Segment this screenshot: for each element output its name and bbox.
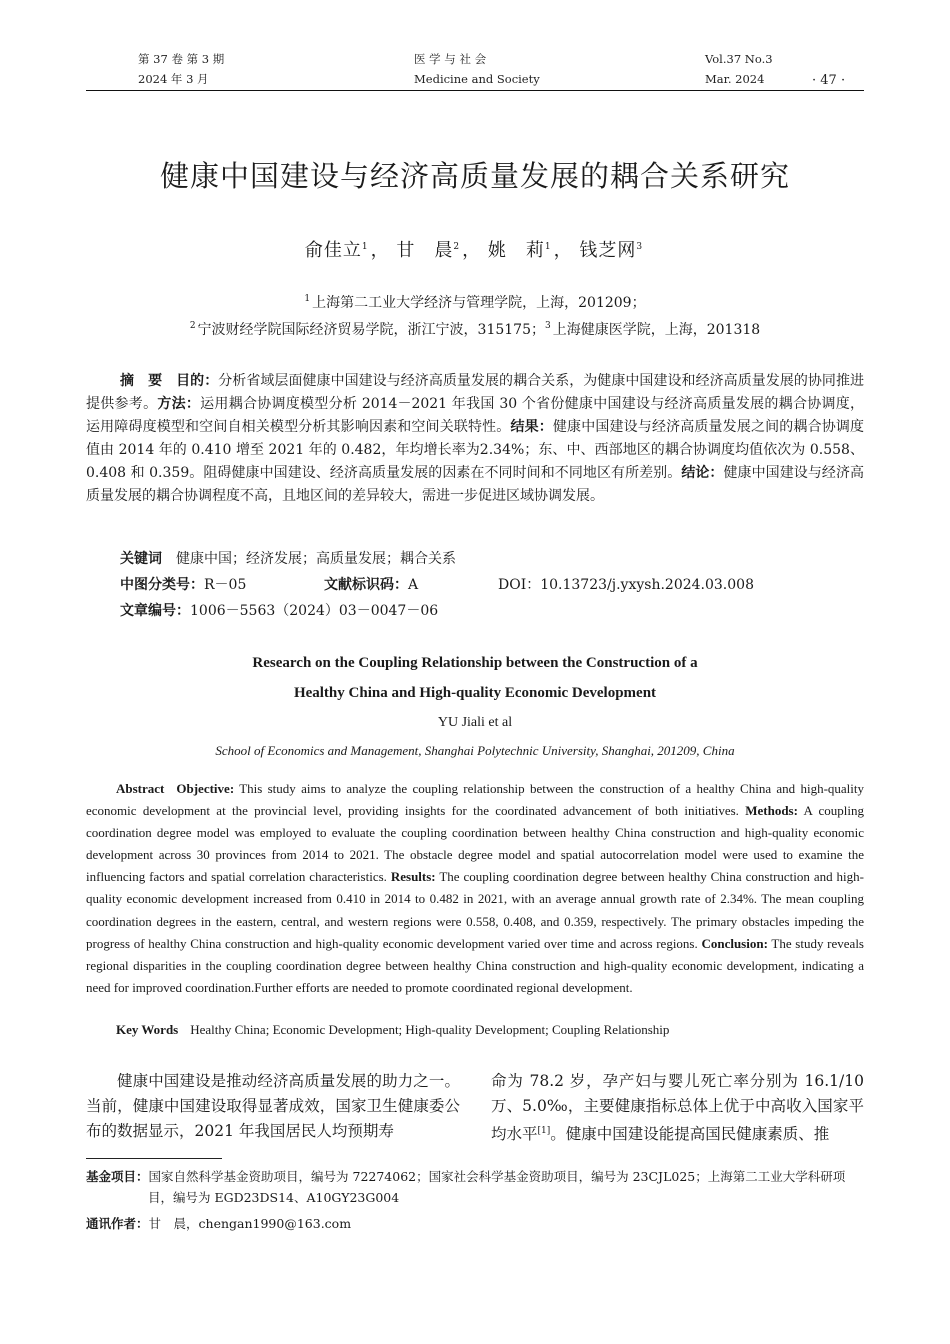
corresponding-author — [86, 1213, 864, 1234]
objective-text: 分析省域层面健康中国建设与经济高质量发展的耦合关系，为健康中国建设和经济高质量发展的协同推进提供参考。 — [86, 373, 865, 412]
keywords-cn — [120, 548, 456, 571]
volume-en: Vol.37 No.3 — [705, 52, 773, 66]
conclusion-en-label: Conclusion: — [701, 935, 768, 951]
english-author: YU Jiali et al — [437, 715, 513, 730]
clc-value: R－05 — [204, 577, 247, 593]
corresponding-label: 通讯作者： — [86, 1216, 149, 1231]
author-sup: 1 — [544, 242, 552, 252]
affiliation-text: 宁波财经学院国际经济贸易学院，浙江宁波，315175； — [197, 322, 545, 338]
english-affiliation: School of Economics and Management, Shanghai Polytechnic University, Shanghai, 201209, China — [215, 743, 735, 758]
affiliation-text: 上海第二工业大学经济与管理学院，上海，201209； — [312, 295, 646, 311]
methods-text: 运用耦合协调度模型分析 2014－2021 年我国 30 个省份健康中国建设与经济高质量发展的耦合协调度，运用障碍度模型和空间自相关模型分析其影响因素和空间关联特性。 — [86, 396, 865, 435]
affiliation-sup: 2 — [189, 321, 196, 332]
body-left-column: 健康中国建设是推动经济高质量发展的助力之一。当前，健康中国建设取得显著成效，国家卫生健康委公布的数据显示，2021 年我国居民人均预期寿 — [86, 1072, 460, 1140]
doc-code-label: 文献标识码： — [324, 577, 408, 593]
affiliation-sup: 1 — [304, 294, 311, 305]
article-number-value: 1006－5563（2024）03－0047－06 — [190, 603, 439, 619]
affiliation-sup: 3 — [545, 321, 551, 332]
clc-number — [120, 574, 246, 597]
author-sup: 3 — [636, 242, 644, 252]
author-name: 甘 晨 — [396, 240, 454, 261]
author-name: 钱芝网 — [579, 240, 637, 261]
document-code — [324, 574, 418, 597]
doi[interactable]: DOI：10.13723/j.yxysh.2024.03.008 — [498, 577, 754, 593]
abstract-en — [86, 778, 864, 999]
funding-note — [86, 1166, 864, 1208]
abstract-en-label: Abstract — [116, 781, 165, 796]
author-separator: ， — [370, 240, 390, 261]
objective-en-text: This study aims to analyze the coupling relationship between the construction of a healthy China and high-quality economic development at the provincial level, providing insights for the coordinated advancement of both initiatives. — [86, 781, 864, 819]
affiliation-line-2 — [0, 319, 950, 339]
body-right-column — [491, 1069, 864, 1147]
doc-code-value: A — [408, 577, 419, 593]
citation-ref[interactable]: [1] — [537, 1126, 551, 1136]
body-right-text: 命为 78.2 岁，孕产妇与婴儿死亡率分别为 16.1/10 万、5.0‰，主要健康指标总体上优于中高收入国家平均水平 — [491, 1072, 864, 1144]
conclusion-text: 健康中国建设与经济高质量发展的耦合协调程度不高，且地区间的差异较大，需进一步促进区域协调发展。 — [86, 465, 865, 504]
keywords-label: 关键词 — [120, 551, 162, 567]
body-right-text: 。健康中国建设能提高国民健康素质、推 — [550, 1125, 830, 1144]
affiliation-text: 上海健康医学院，上海，201318 — [552, 322, 761, 338]
conclusion-en-text: The study reveals regional disparities in the coupling coordination degree between healthy China construction and high-quality economic development, indicating a need for improved coordination.Further efforts are needed to promote coordinated regional development. — [86, 935, 864, 995]
methods-en-label: Methods: — [745, 803, 798, 819]
author-sup: 2 — [453, 242, 461, 252]
journal-date: 2024 年 3 月 — [138, 72, 209, 86]
methods-en-text: A coupling coordination degree model was employed to evaluate the coupling coordination between healthy China construction and high-quality economic development across 30 provinces from 2014 to 2021. The obstacle degree model and spatial autocorrelation model were used to examine the influencing factors and spatial correlation characteristics. — [86, 803, 864, 885]
author-sup: 1 — [361, 242, 369, 252]
footnote-rule — [86, 1158, 222, 1159]
article-number-label: 文章编号： — [120, 603, 190, 619]
english-title-line-2: Healthy China and High-quality Economic Development — [293, 685, 657, 701]
funding-label: 基金项目： — [86, 1169, 149, 1184]
affiliation-line-1 — [0, 292, 950, 312]
journal-name-en: Medicine and Society — [414, 72, 540, 86]
corresponding-text: 甘 晨，chengan1990@163.com — [148, 1216, 352, 1231]
article-title: 健康中国建设与经济高质量发展的耦合关系研究 — [159, 159, 790, 193]
methods-label: 方法： — [157, 396, 201, 412]
author-list — [0, 236, 950, 262]
keywords-en — [116, 1022, 669, 1038]
abstract-cn — [86, 370, 864, 508]
conclusion-label: 结论： — [681, 465, 724, 481]
objective-label: 目的： — [176, 373, 219, 389]
keywords-value: 健康中国；经济发展；高质量发展；耦合关系 — [176, 551, 456, 567]
author-name: 俞佳立 — [304, 240, 362, 261]
header-rule — [86, 90, 864, 91]
results-en-label: Results: — [390, 869, 436, 885]
english-title-line-1: Research on the Coupling Relationship between the Construction of a — [252, 655, 698, 671]
results-label: 结果： — [510, 419, 553, 435]
article-number — [120, 600, 438, 623]
results-text: 健康中国建设与经济高质量发展之间的耦合协调度值由 2014 年的 0.410 增至 2021 年的 0.482，年均增长率为2.34%；东、中、西部地区的耦合协调度均值依次为 0.558、0.408 和 0.359。阻碍健康中国建设、经济高质量发展的因素在不同时间和不同地区有所差别。 — [86, 419, 865, 481]
funding-text: 国家自然科学基金资助项目，编号为 72274062；国家社会科学基金资助项目，编号为 23CJL025；上海第二工业大学科研项目，编号为 EGD23DS14、A10GY23G004 — [148, 1169, 846, 1205]
author-separator: ， — [462, 240, 482, 261]
page-number: · 47 · — [812, 73, 846, 88]
clc-label: 中图分类号： — [120, 577, 204, 593]
keywords-en-label: Key Words — [116, 1022, 179, 1037]
author-separator: ， — [553, 240, 573, 261]
abstract-label: 摘 要 — [120, 373, 163, 389]
journal-name-cn: 医 学 与 社 会 — [414, 52, 487, 66]
date-en: Mar. 2024 — [705, 72, 765, 86]
author-name: 姚 莉 — [487, 240, 545, 261]
objective-en-label: Objective: — [176, 781, 235, 796]
journal-volume: 第 37 卷 第 3 期 — [138, 52, 225, 66]
keywords-en-value: Healthy China; Economic Development; High-quality Development; Coupling Relationship — [190, 1022, 670, 1037]
results-en-text: The coupling coordination degree between healthy China construction and high-quality economic development increased from 0.410 in 2014 to 0.482 in 2021, with an average annual growth rate of 2.34%. The mean coupling coordination degrees in the eastern, central, and western regions were 0.558, 0.408, and 0.359, respectively. The primary obstacles impeding the progress of healthy China construction and high-quality economic development varied over time and across regions. — [86, 869, 864, 951]
